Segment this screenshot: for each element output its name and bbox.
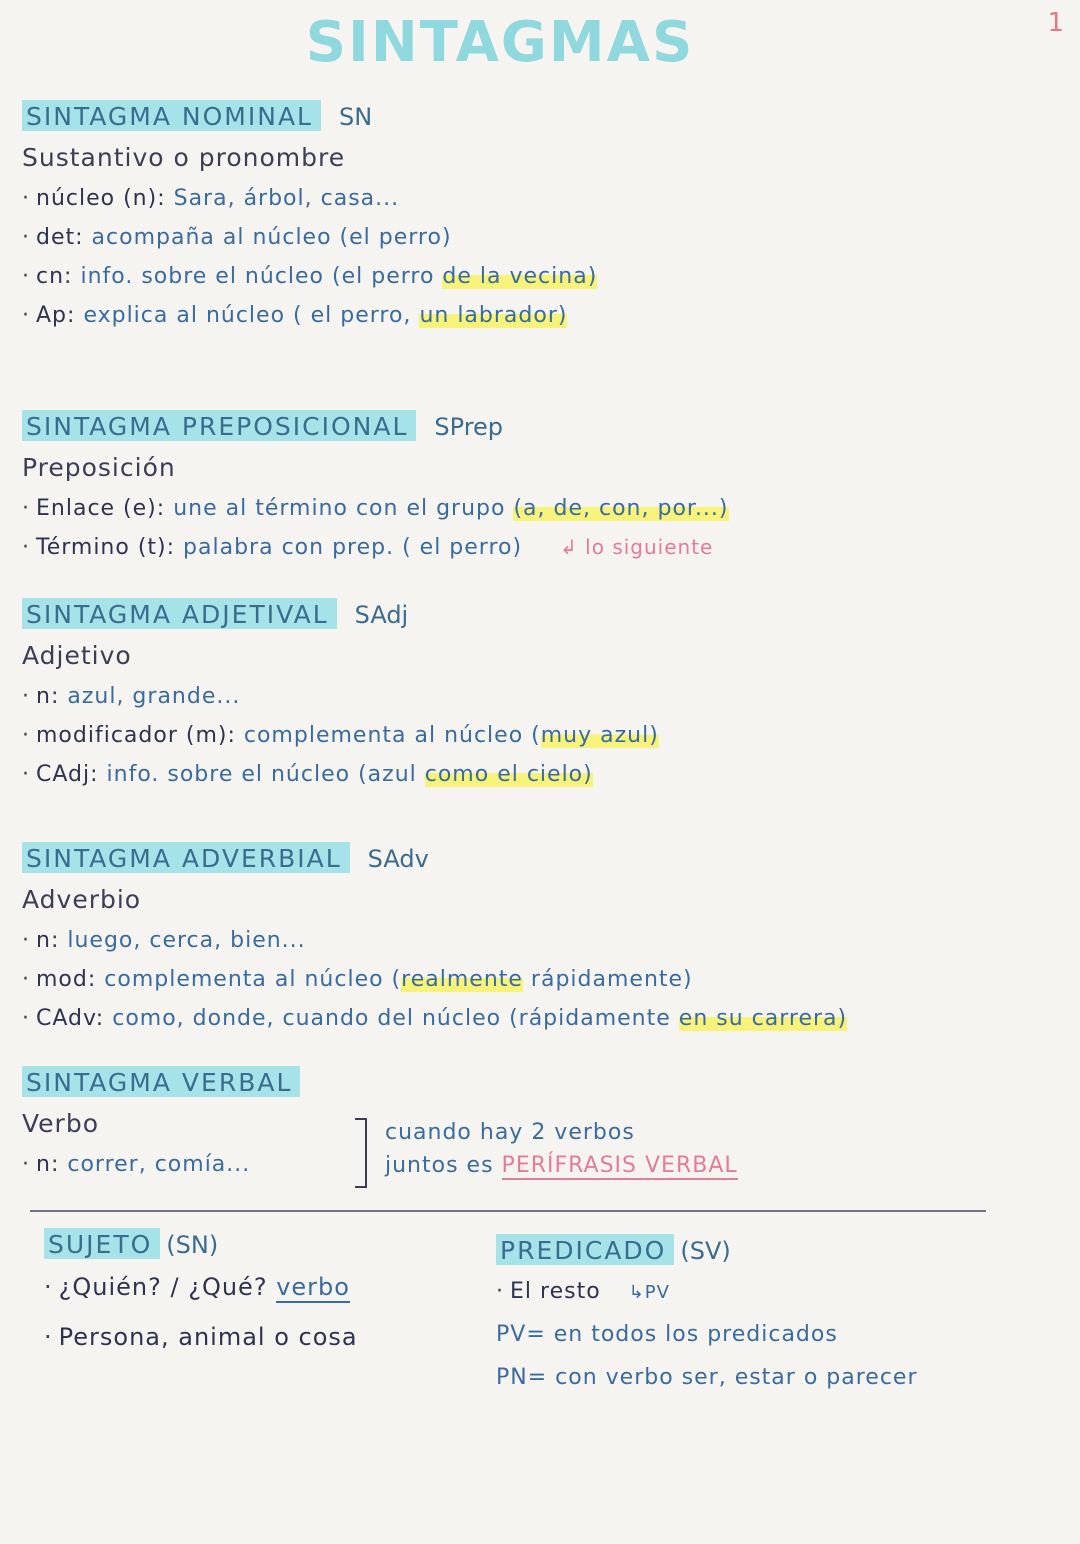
section-subject [44,1228,484,1351]
section-abbr: SPrep [434,413,504,441]
bracket [355,1118,367,1188]
page-number: 1 [1047,8,1064,38]
section-heading: SINTAGMA NOMINAL [22,100,321,131]
list-item: · n: azul, grande... [22,684,241,709]
section-nominal [22,100,1062,328]
list-item: · modificador (m): complementa al núcleo (muy azul) [22,723,659,748]
section-word: Verbo [22,1109,99,1138]
section-abbr: SAdv [367,845,429,873]
list-item: · cn: info. sobre el núcleo (el perro de la vecina) [22,264,598,289]
list-item: · n: luego, cerca, bien... [22,928,306,953]
section-word: Adverbio [22,885,142,914]
verbal-note: cuando hay 2 verbos juntos es PERÍFRASIS VERBAL [385,1120,738,1178]
section-heading: SINTAGMA ADJETIVAL [22,598,337,629]
page-title: SINTAGMAS [305,10,695,75]
section-adjectival [22,598,1062,787]
pink-note: ↲ lo siguiente [560,535,714,559]
section-predicate [496,1234,1056,1390]
list-item: PV= en todos los predicados [496,1322,838,1347]
section-word: Preposición [22,453,176,482]
section-abbr: (SV) [680,1237,731,1265]
list-item: · Persona, animal o cosa [44,1323,358,1351]
section-heading: SINTAGMA PREPOSICIONAL [22,410,416,441]
divider [30,1210,986,1212]
list-item: PN= con verbo ser, estar o parecer [496,1365,918,1390]
list-item: · Ap: explica al núcleo ( el perro, un labrador) [22,303,568,328]
list-item: · El resto ↳PV [496,1279,670,1304]
section-adverbial [22,842,1062,1031]
list-item: · ¿Quién? / ¿Qué? verbo [44,1273,350,1301]
list-item: · Enlace (e): une al término con el grupo (a, de, con, por...) [22,496,729,521]
list-item: · CAdj: info. sobre el núcleo (azul como el cielo) [22,762,593,787]
list-item: · núcleo (n): Sara, árbol, casa... [22,186,400,211]
list-item: · CAdv: como, donde, cuando del núcleo (rápidamente en su carrera) [22,1006,848,1031]
section-heading: SINTAGMA ADVERBIAL [22,842,350,873]
section-abbr: SN [338,103,373,131]
section-abbr: SAdj [354,601,409,629]
list-item: · mod: complementa al núcleo (realmente rápidamente) [22,967,693,992]
list-item: · n: correr, comía... [22,1152,251,1177]
section-prepositional [22,410,1062,560]
section-heading: SUJETO [44,1228,160,1259]
section-heading: SINTAGMA VERBAL [22,1066,300,1097]
section-heading: PREDICADO [496,1234,674,1265]
list-item: · det: acompaña al núcleo (el perro) [22,225,452,250]
section-word: Adjetivo [22,641,132,670]
list-item: · Término (t): palabra con prep. ( el perro) ↲ lo siguiente [22,535,714,560]
section-word: Sustantivo o pronombre [22,143,346,172]
section-abbr: (SN) [166,1231,219,1259]
